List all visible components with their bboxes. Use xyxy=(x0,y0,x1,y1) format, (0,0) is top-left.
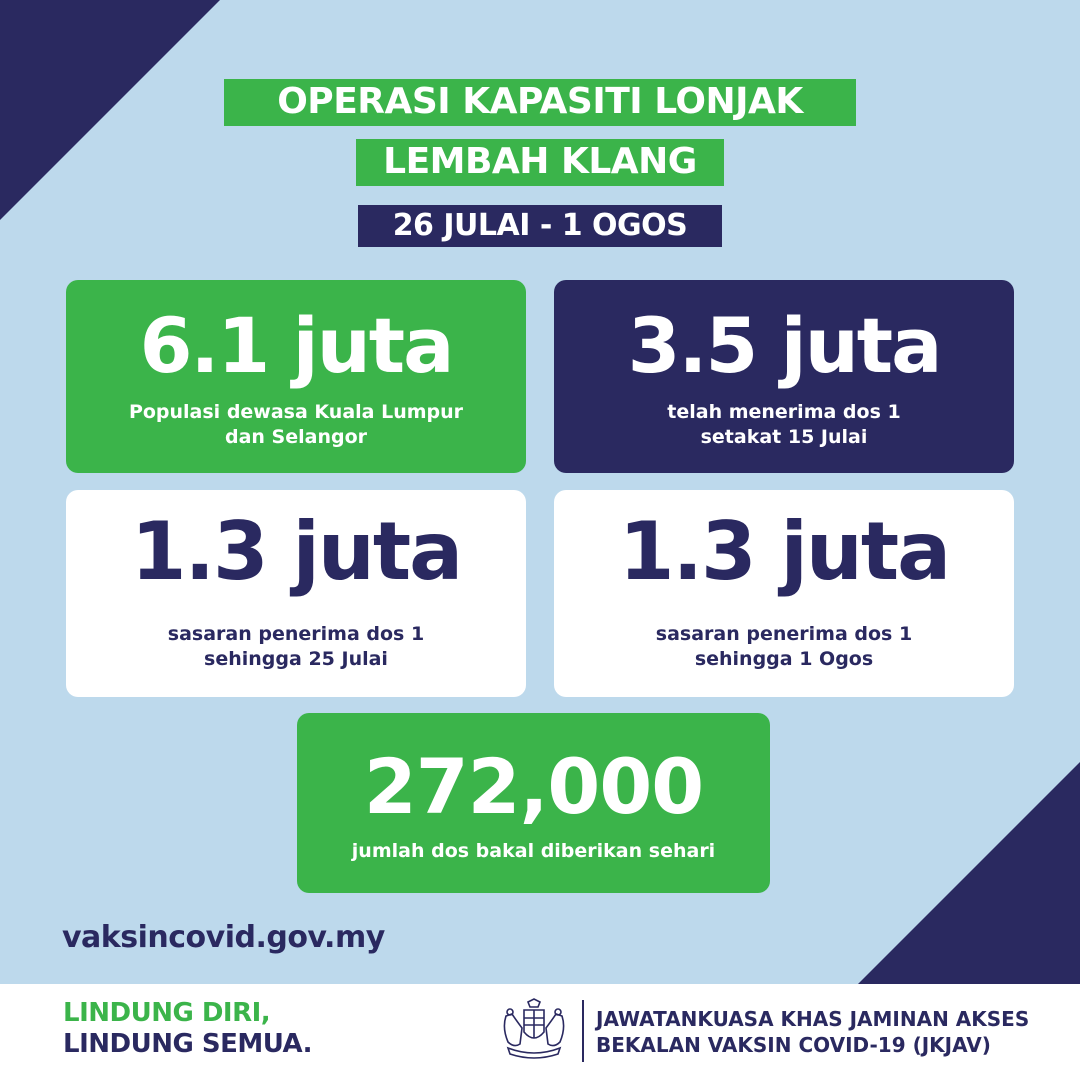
footer-bar xyxy=(0,984,1080,1080)
stat-description: telah menerima dos 1 setakat 15 Julai xyxy=(667,401,901,448)
stat-card-target-25-julai xyxy=(66,490,526,697)
stat-card-adult-population xyxy=(66,280,526,473)
footer-divider xyxy=(582,1000,584,1062)
stat-value: 6.1 juta xyxy=(139,301,453,390)
stat-description: jumlah dos bakal diberikan sehari xyxy=(351,840,716,862)
stat-card-target-1-ogos xyxy=(554,490,1014,697)
corner-triangle-bottom-right xyxy=(858,762,1080,984)
headline-line-2: LEMBAH KLANG xyxy=(0,139,1080,186)
stat-value: 3.5 juta xyxy=(627,301,941,390)
stat-description: sasaran penerima dos 1 sehingga 1 Ogos xyxy=(655,623,913,670)
website-link[interactable]: vaksincovid.gov.my xyxy=(62,920,385,955)
date-range-banner: 26 JULAI - 1 OGOS xyxy=(0,205,1080,247)
stat-value: 1.3 juta xyxy=(130,505,462,598)
stat-card-daily-doses xyxy=(297,713,770,893)
stat-description: sasaran penerima dos 1 sehingga 25 Julai xyxy=(167,623,425,670)
malaysia-coat-of-arms-icon xyxy=(498,998,570,1064)
organization-name: JAWATANKUASA KHAS JAMINAN AKSES BEKALAN VAKSIN COVID-19 (JKJAV) xyxy=(596,1007,1030,1057)
stat-description: Populasi dewasa Kuala Lumpur dan Selangor xyxy=(128,401,464,448)
stat-card-received-dose-1 xyxy=(554,280,1014,473)
slogan: LINDUNG DIRI, LINDUNG SEMUA. xyxy=(63,998,313,1059)
stat-value: 1.3 juta xyxy=(618,505,950,598)
stat-value: 272,000 xyxy=(363,742,704,831)
headline-line-1: OPERASI KAPASITI LONJAK xyxy=(0,79,1080,126)
